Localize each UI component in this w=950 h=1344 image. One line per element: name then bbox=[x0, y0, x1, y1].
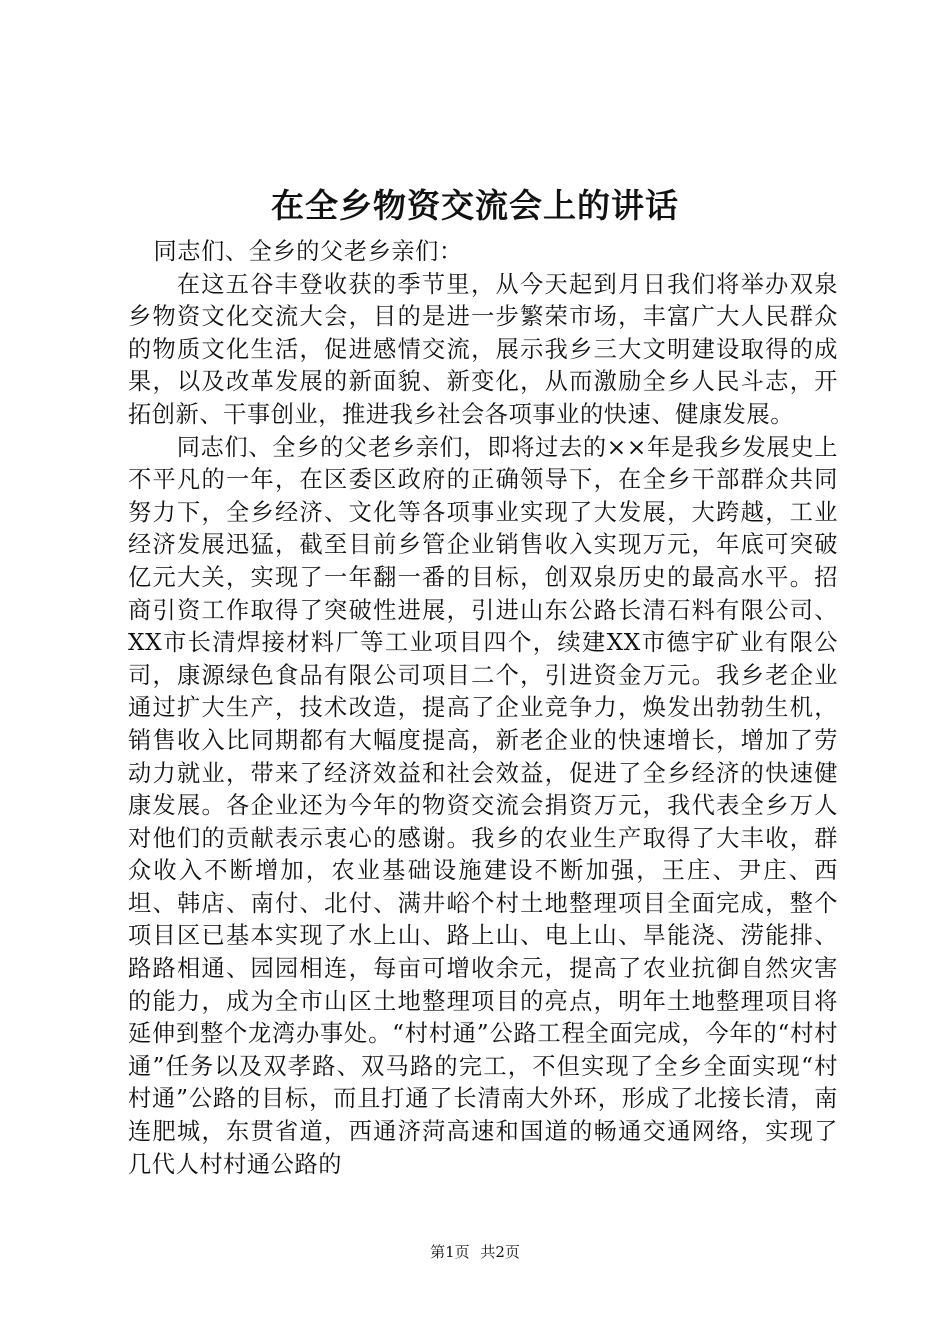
body-paragraph-2: 同志们、全乡的父老乡亲们，即将过去的××年是我乡发展史上不平凡的一年，在区委区政府的正确领导下，在全乡干部群众共同努力下，全乡经济、文化等各项事业实现了大发展，大跨越，工业经济发展迅猛，截至目前乡管企业销售收入实现万元，年底可突破亿元大关，实现了一年翻一番的目标，创双泉历史的最高水平。招商引资工作取得了突破性进展，引进山东公路长清石料有限公司、XX市长清焊接材料厂等工业项目四个，续建XX市德宇矿业有限公司，康源绿色食品有限公司项目二个，引进资金万元。我乡老企业通过扩大生产，技术改造，提高了企业竞争力，焕发出勃勃生机，销售收入比同期都有大幅度提高，新老企业的快速增长，增加了劳动力就业，带来了经济效益和社会效益，促进了全乡经济的快速健康发展。各企业还为今年的物资交流会捐资万元，我代表全乡万人对他们的贡献表示衷心的感谢。我乡的农业生产取得了大丰收，群众收入不断增加，农业基础设施建设不断加强，王庄、尹庄、西坦、韩店、南付、北付、满井峪个村土地整理项目全面完成，整个项目区已基本实现了水上山、路上山、电上山、旱能浇、涝能排、路路相通、园园相连，每亩可增收余元，提高了农业抗御自然灾害的能力，成为全市山区土地整理项目的亮点，明年土地整理项目将延伸到整个龙湾办事处。“村村通”公路工程全面完成，今年的“村村通”任务以及双孝路、双马路的完工，不但实现了全乡全面实现“村村通”公路的目标，而且打通了长清南大外环，形成了北接长清，南连肥城，东贯省道，西通济菏高速和国道的畅通交通网络，实现了几代人村村通公路的 bbox=[128, 433, 838, 1178]
document-body bbox=[128, 236, 838, 1181]
body-paragraph-1: 在这五谷丰登收获的季节里，从今天起到月日我们将举办双泉乡物资文化交流大会，目的是进一步繁荣市场，丰富广大人民群众的物质文化生活，促进感情交流，展示我乡三大文明建设取得的成果，以及改革发展的新面貌、新变化，从而激励全乡人民斗志，开拓创新、干事创业，推进我乡社会各项事业的快速、健康发展。 bbox=[128, 270, 838, 428]
greeting-line: 同志们、全乡的父老乡亲们： bbox=[153, 238, 463, 265]
document-title: 在全乡物资交流会上的讲话 bbox=[271, 186, 679, 225]
page-footer bbox=[0, 1242, 950, 1262]
page-number-total: 共2页 bbox=[480, 1243, 520, 1261]
page-number-current: 第1页 bbox=[430, 1243, 470, 1261]
